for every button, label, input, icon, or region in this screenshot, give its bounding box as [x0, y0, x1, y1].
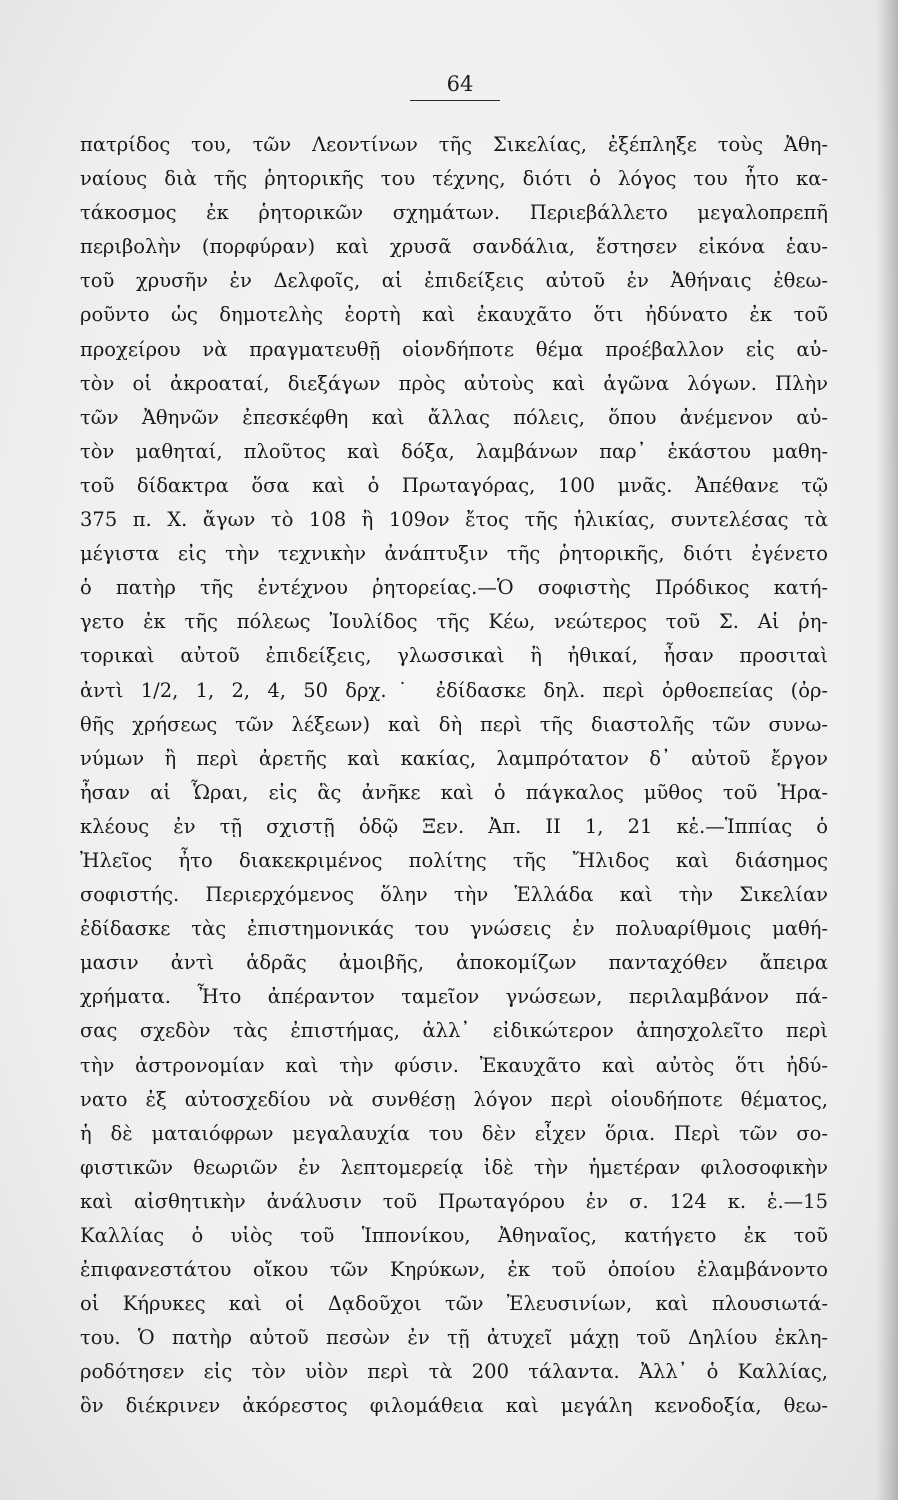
text-line: Καλλίας ὁ υἱὸς τοῦ Ἱππονίκου, Ἀθηναῖος, κατήγετο ἐκ τοῦ: [80, 1224, 828, 1247]
text-line: τορικαὶ αὐτοῦ ἐπιδείξεις, γλωσσικαὶ ἢ ἠθικαί, ἦσαν προσιταὶ: [80, 644, 828, 668]
text-line: κλέους ἐν τῇ σχιστῇ ὁδῷ Ξεν. Ἀπ. II 1, 21 κἑ.—Ἱππίας ὁ: [80, 814, 828, 838]
text-line: χρήματα. Ἦτο ἀπέραντον ταμεῖον γνώσεων, περιλαμβάνον πά-: [80, 985, 828, 1009]
text-line: τὴν ἀστρονομίαν καὶ τὴν φύσιν. Ἐκαυχᾶτο καὶ αὐτὸς ὅτι ἠδύ-: [80, 1053, 828, 1077]
text-line: πατρίδος του, τῶν Λεοντίνων τῆς Σικελίας, ἐξέπληξε τοὺς Ἀθη-: [80, 133, 828, 156]
text-line: τὸν μαθηταί, πλοῦτος καὶ δόξα, λαμβάνων παρ᾽ ἑκάστου μαθη-: [80, 439, 828, 463]
header-rule: [410, 100, 500, 101]
text-line: τάκοσμος ἐκ ῥητορικῶν σχημάτων. Περιεβάλλετο μεγαλοπρεπῆ: [80, 201, 828, 225]
text-line: φιστικῶν θεωριῶν ἐν λεπτομερείᾳ ἰδὲ τὴν ἡμετέραν φιλοσοφικὴν: [80, 1155, 828, 1179]
text-line: καὶ αἰσθητικὴν ἀνάλυσιν τοῦ Πρωταγόρου ἐν σ. 124 κ. ἑ.—15: [80, 1189, 828, 1213]
text-line: ροῦντο ὡς δημοτελὴς ἑορτὴ καὶ ἐκαυχᾶτο ὅτι ἠδύνατο ἐκ τοῦ: [80, 303, 828, 327]
body-text: [80, 128, 828, 1424]
text-line: του. Ὁ πατὴρ αὐτοῦ πεσὼν ἐν τῇ ἀτυχεῖ μάχῃ τοῦ Δηλίου ἐκλη-: [80, 1326, 828, 1350]
text-line: μέγιστα εἰς τὴν τεχνικὴν ἀνάπτυξιν τῆς ῥητορικῆς, διότι ἐγένετο: [80, 542, 828, 566]
text-line: ἀντὶ 1/2, 1, 2, 4, 50 δρχ.˙ ἐδίδασκε δηλ. περὶ ὀρθοεπείας (ὀρ-: [80, 678, 828, 702]
page-spine-shadow: [876, 0, 898, 1500]
text-line: μασιν ἀντὶ ἁδρᾶς ἀμοιβῆς, ἀποκομίζων πανταχόθεν ἄπειρα: [80, 951, 828, 975]
text-line: περιβολὴν (πορφύραν) καὶ χρυσᾶ σανδάλια, ἔστησεν εἰκόνα ἑαυ-: [80, 235, 828, 259]
page-number: 64: [446, 72, 474, 96]
text-line: σας σχεδὸν τὰς ἐπιστήμας, ἀλλ᾽ εἰδικώτερον ἀπησχολεῖτο περὶ: [80, 1019, 828, 1043]
text-line: θῆς χρήσεως τῶν λέξεων) καὶ δὴ περὶ τῆς διαστολῆς τῶν συνω-: [80, 712, 828, 736]
text-line: ἐδίδασκε τὰς ἐπιστημονικάς του γνώσεις ἐν πολυαρίθμοις μαθή-: [80, 917, 828, 941]
text-line: προχείρου νὰ πραγματευθῇ οἱονδήποτε θέμα προέβαλλον εἰς αὐ-: [80, 337, 828, 361]
text-line: γετο ἐκ τῆς πόλεως Ἰουλίδος τῆς Κέω, νεώτερος τοῦ Σ. Αἱ ῥη-: [80, 610, 828, 634]
text-line: τοῦ δίδακτρα ὅσα καὶ ὁ Πρωταγόρας, 100 μνᾶς. Ἀπέθανε τῷ: [80, 473, 828, 497]
text-line: σοφιστής. Περιερχόμενος ὅλην τὴν Ἑλλάδα καὶ τὴν Σικελίαν: [80, 883, 828, 907]
text-line: ναίους διὰ τῆς ῥητορικῆς του τέχνης, διότι ὁ λόγος του ἦτο κα-: [80, 167, 828, 191]
text-line: ἦσαν αἱ Ὧραι, εἰς ἃς ἀνῆκε καὶ ὁ πάγκαλος μῦθος τοῦ Ἡρα-: [80, 780, 828, 804]
text-line: ροδότησεν εἰς τὸν υἱὸν περὶ τὰ 200 τάλαντα. Ἀλλ᾽ ὁ Καλλίας,: [80, 1360, 828, 1384]
text-line: ὁ πατὴρ τῆς ἐντέχνου ῥητορείας.—Ὁ σοφιστὴς Πρόδικος κατή-: [80, 576, 828, 600]
text-line: οἱ Κήρυκες καὶ οἱ Δᾳδοῦχοι τῶν Ἐλευσινίων, καὶ πλουσιωτά-: [80, 1292, 828, 1316]
text-line: 375 π. Χ. ἄγων τὸ 108 ἢ 109ον ἔτος τῆς ἡλικίας, συντελέσας τὰ: [80, 508, 828, 532]
text-line: νατο ἐξ αὐτοσχεδίου νὰ συνθέσῃ λόγον περὶ οἱουδήποτε θέματος,: [80, 1087, 828, 1111]
text-line: ὃν διέκρινεν ἀκόρεστος φιλομάθεια καὶ μεγάλη κενοδοξία, θεω-: [80, 1394, 828, 1418]
text-line: τῶν Ἀθηνῶν ἐπεσκέφθη καὶ ἄλλας πόλεις, ὅπου ἀνέμενον αὐ-: [80, 405, 828, 429]
text-line: ἡ δὲ ματαιόφρων μεγαλαυχία του δὲν εἶχεν ὅρια. Περὶ τῶν σο-: [80, 1121, 828, 1145]
text-line: τοῦ χρυσῆν ἐν Δελφοῖς, αἱ ἐπιδείξεις αὐτοῦ ἐν Ἀθήναις ἐθεω-: [80, 269, 828, 293]
text-line: νύμων ἢ περὶ ἀρετῆς καὶ κακίας, λαμπρότατον δ᾽ αὐτοῦ ἔργον: [80, 746, 828, 770]
text-line: Ἠλεῖος ἦτο διακεκριμένος πολίτης τῆς Ἤλιδος καὶ διάσημος: [80, 848, 828, 872]
text-line: ἐπιφανεστάτου οἴκου τῶν Κηρύκων, ἐκ τοῦ ὁποίου ἐλαμβάνοντο: [80, 1258, 828, 1282]
text-line: τὸν οἱ ἀκροαταί, διεξάγων πρὸς αὐτοὺς καὶ ἀγῶνα λόγων. Πλὴν: [80, 371, 828, 395]
